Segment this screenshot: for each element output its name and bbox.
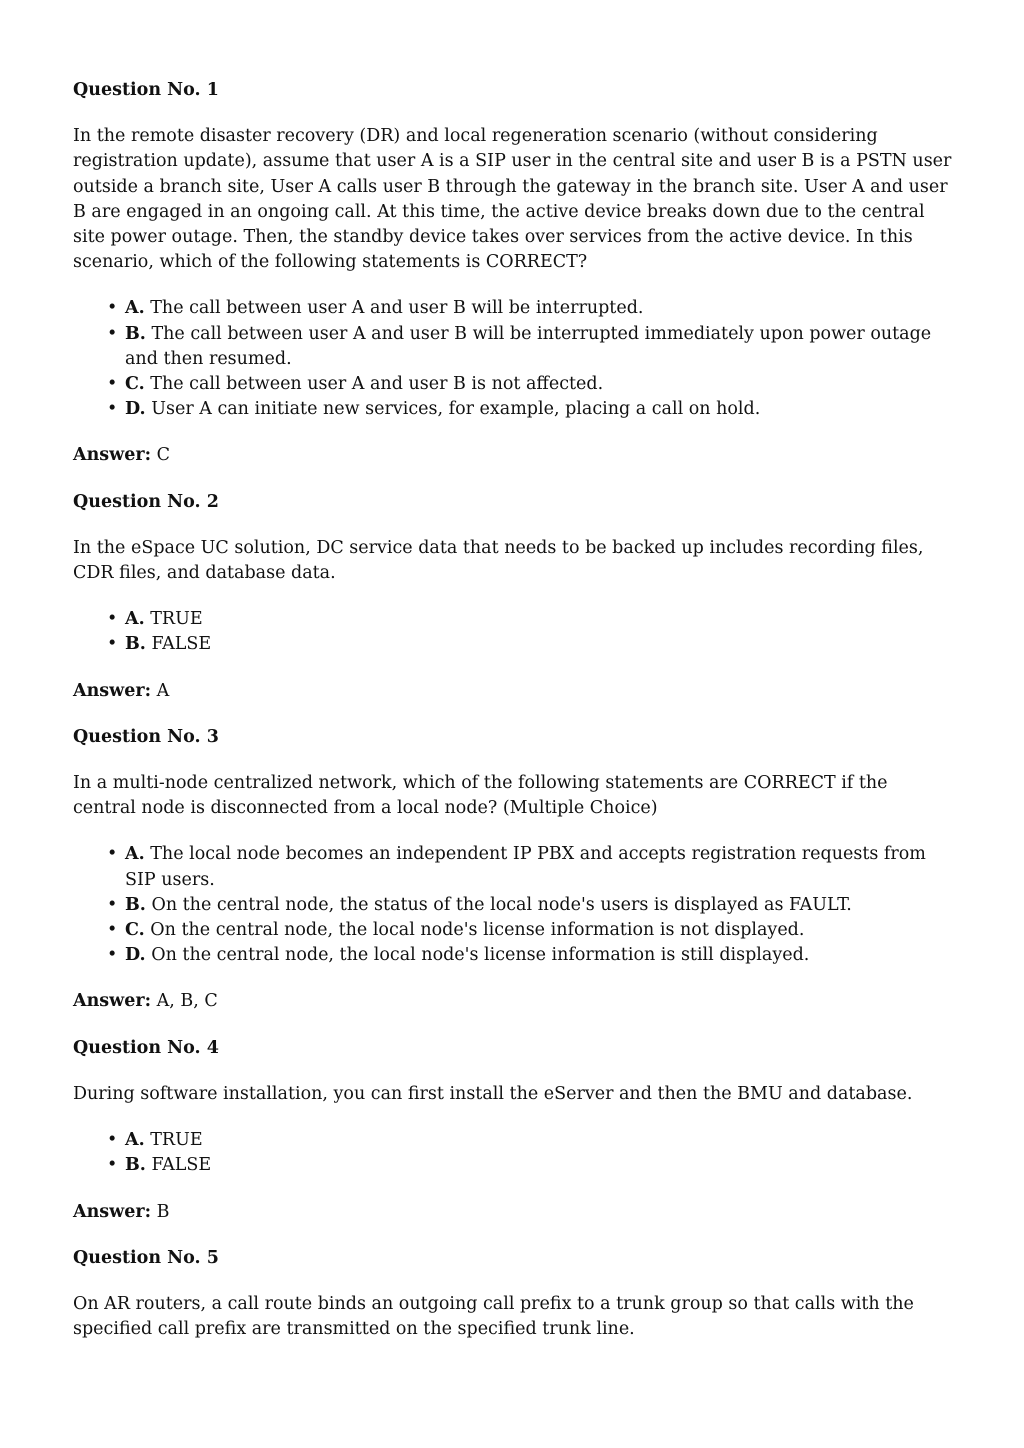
option-text: On the central node, the status of the local node's users is displayed as FAULT. bbox=[151, 894, 852, 915]
option-text: The local node becomes an independent IP PBX and accepts registration requests from SIP users. bbox=[125, 844, 926, 890]
option-text: User A can initiate new services, for example, placing a call on hold. bbox=[151, 399, 761, 420]
option-a bbox=[107, 607, 953, 632]
option-text: The call between user A and user B will be interrupted. bbox=[150, 298, 644, 319]
question-text: In the eSpace UC solution, DC service data that needs to be backed up includes recording files, CDR files, and database data. bbox=[73, 537, 924, 584]
option-text: FALSE bbox=[151, 1155, 212, 1176]
bullet-icon: • bbox=[107, 399, 118, 420]
option-list bbox=[73, 842, 953, 968]
option-letter: B. bbox=[125, 1155, 146, 1176]
answer-value: A, B, C bbox=[156, 991, 218, 1012]
option-a bbox=[107, 1128, 953, 1153]
question-4 bbox=[73, 1036, 953, 1225]
bullet-icon: • bbox=[107, 945, 118, 966]
answer-value: A bbox=[156, 680, 170, 701]
answer-line bbox=[73, 443, 953, 468]
option-letter: A. bbox=[125, 298, 145, 319]
bullet-icon: • bbox=[107, 374, 118, 395]
option-text: The call between user A and user B is not affected. bbox=[150, 374, 604, 395]
option-letter: D. bbox=[125, 945, 146, 966]
option-letter: B. bbox=[125, 634, 146, 655]
bullet-icon: • bbox=[107, 894, 118, 915]
question-1 bbox=[73, 78, 953, 469]
question-title: Question No. 4 bbox=[73, 1037, 219, 1058]
option-letter: B. bbox=[125, 323, 146, 344]
bullet-icon: • bbox=[107, 634, 118, 655]
option-text: The call between user A and user B will be interrupted immediately upon power outage and then resumed. bbox=[125, 323, 932, 369]
answer-line bbox=[73, 989, 953, 1014]
option-letter: A. bbox=[125, 844, 145, 865]
bullet-icon: • bbox=[107, 844, 118, 865]
option-list bbox=[73, 1128, 953, 1178]
option-c bbox=[107, 918, 953, 943]
option-b bbox=[107, 893, 953, 918]
option-list bbox=[73, 296, 953, 422]
option-d bbox=[107, 943, 953, 968]
option-letter: A. bbox=[125, 609, 145, 630]
bullet-icon: • bbox=[107, 1130, 118, 1151]
question-title: Question No. 3 bbox=[73, 726, 219, 747]
option-text: On the central node, the local node's license information is not displayed. bbox=[150, 920, 805, 941]
bullet-icon: • bbox=[107, 609, 118, 630]
option-letter: B. bbox=[125, 894, 146, 915]
option-text: On the central node, the local node's license information is still displayed. bbox=[151, 945, 810, 966]
option-c bbox=[107, 372, 953, 397]
bullet-icon: • bbox=[107, 920, 118, 941]
question-text: During software installation, you can first install the eServer and then the BMU and database. bbox=[73, 1083, 913, 1104]
answer-line bbox=[73, 1200, 953, 1225]
option-text: TRUE bbox=[150, 609, 203, 630]
answer-label: Answer: bbox=[73, 991, 152, 1012]
question-text: In a multi-node centralized network, which of the following statements are CORRECT if the central node is disconnected from a local node? (Multiple Choice) bbox=[73, 773, 888, 819]
option-letter: C. bbox=[125, 374, 145, 395]
answer-label: Answer: bbox=[73, 445, 152, 466]
bullet-icon: • bbox=[107, 1155, 118, 1176]
option-b bbox=[107, 632, 953, 657]
question-2 bbox=[73, 490, 953, 704]
option-text: FALSE bbox=[151, 634, 212, 655]
answer-value: B bbox=[156, 1201, 170, 1222]
answer-line bbox=[73, 679, 953, 704]
question-text: On AR routers, a call route binds an outgoing call prefix to a trunk group so that calls with the specified call prefix are transmitted on the specified trunk line. bbox=[73, 1293, 914, 1340]
question-text: In the remote disaster recovery (DR) and local regeneration scenario (without considering registration update), assume that user A is a SIP user in the central site and user B is a PSTN user outside a branch site, User A calls user B through the gateway in the branch site. User A and user B are engaged in an ongoing call. At this time, the active device breaks down due to the central site power outage. Then, the standby device takes over services from the active device. In this scenario, which of the following statements is CORRECT? bbox=[73, 126, 952, 273]
option-b bbox=[107, 1153, 953, 1178]
bullet-icon: • bbox=[107, 323, 118, 344]
option-a bbox=[107, 842, 953, 892]
option-letter: A. bbox=[125, 1130, 145, 1151]
answer-label: Answer: bbox=[73, 1201, 152, 1222]
question-title: Question No. 2 bbox=[73, 491, 219, 512]
answer-label: Answer: bbox=[73, 680, 152, 701]
bullet-icon: • bbox=[107, 298, 118, 319]
option-b bbox=[107, 322, 953, 372]
document-body bbox=[73, 78, 953, 1363]
question-3 bbox=[73, 725, 953, 1015]
option-letter: C. bbox=[125, 920, 145, 941]
option-text: TRUE bbox=[150, 1130, 203, 1151]
option-d bbox=[107, 397, 953, 422]
question-title: Question No. 5 bbox=[73, 1247, 219, 1268]
option-a bbox=[107, 296, 953, 321]
answer-value: C bbox=[156, 445, 171, 466]
option-list bbox=[73, 607, 953, 657]
option-letter: D. bbox=[125, 399, 146, 420]
question-title: Question No. 1 bbox=[73, 80, 219, 100]
question-5 bbox=[73, 1246, 953, 1343]
